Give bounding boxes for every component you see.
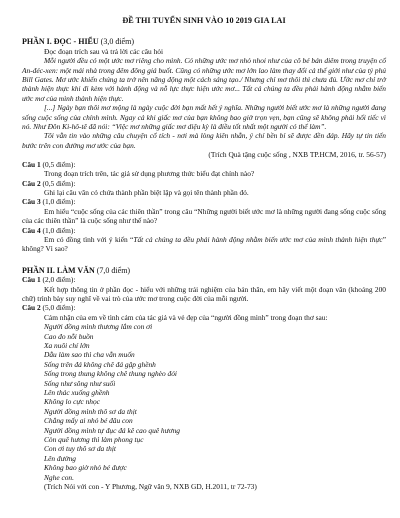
question-3-number: Câu 3 <box>22 197 41 207</box>
part2-heading <box>22 266 386 275</box>
question-1-number: Câu 1 <box>22 159 41 169</box>
question-4-number: Câu 4 <box>22 225 41 235</box>
question-1-label <box>22 160 386 169</box>
passage-paragraph-3: Tôi vẫn tin vào những câu chuyện cổ tích - nơi mà lòng kiên nhẫn, ý chí bền bỉ sẽ được đền đáp. Hãy tự tin tiến bước trên con đường mơ ước của bạn. <box>22 131 386 150</box>
question-2-points: (0,5 điểm): <box>42 178 76 188</box>
poem-line: Dẫu làm sao thì cha vẫn muốn <box>44 350 135 360</box>
poem-line: Không lo cực nhọc <box>44 397 100 407</box>
essay-question-1-points: (2,0 điểm): <box>42 275 76 285</box>
question-3-label <box>22 197 386 206</box>
question-1-points: (0,5 điểm): <box>42 159 76 169</box>
essay-question-2-points: (5,0 điểm): <box>42 303 76 313</box>
passage-paragraph-2: [...] Ngày bạn thôi mơ mộng là ngày cuộc đời bạn mất hết ý nghĩa. Những người biết ước mơ là những người đang sống cuộc sống của chính mình. Ngay cả khi giấc mơ của bạn không bao giờ trọn vẹn, bạn cũng sẽ không phải hối tiếc vì nó. Như Đôn Ki-hô-tê đã nói: “Việc mơ những giấc mơ diệu kỳ là điều tốt nhất một người có thể làm”. <box>22 103 386 132</box>
poem-line: Người đồng mình tự đục đá kê cao quê hương <box>44 425 180 435</box>
poem-line: Sống trên đá không chê đá gập ghềnh <box>44 359 156 369</box>
poem-line: Không bao giờ nhỏ bé được <box>44 463 127 473</box>
poem-line: Nghe con. <box>44 472 74 482</box>
question-4-points: (1,0 điểm): <box>42 225 76 235</box>
poem-line: Con ơi tuy thô sơ da thịt <box>44 444 116 454</box>
question-4-text-post: ” không? Vì sao? <box>22 234 386 254</box>
poem-excerpt <box>22 322 386 482</box>
essay-question-2-number: Câu 2 <box>22 303 41 313</box>
poem-line: Cao đo nỗi buồn <box>44 331 94 341</box>
part2-heading-text: PHẦN II. LÀM VĂN <box>22 265 95 275</box>
essay-question-1-number: Câu 1 <box>22 275 41 285</box>
poem-line: Còn quê hương thì làm phong tục <box>44 435 144 445</box>
question-2-text: Ghi lại câu văn có chứa thành phần biệt lập và gọi tên thành phần đó. <box>44 187 249 197</box>
question-4-quote: Tất cả chúng ta đều phải hành động nhằm biến ước mơ của mình thành hiện thực <box>133 234 383 244</box>
question-4-text <box>22 235 386 254</box>
question-4-text-pre: Em có đồng tình với ý kiến “ <box>44 234 134 244</box>
section-spacer <box>22 254 386 264</box>
poem-line: Xa nuôi chí lớn <box>44 341 90 350</box>
part1-heading <box>22 37 386 46</box>
part2-points: (7,0 điểm) <box>96 265 131 275</box>
essay-question-1-text: Kết hợp thông tin ở phần đọc - hiểu với những trải nghiệm của bản thân, em hãy viết một đoạn văn (khoảng 200 chữ) trình bày suy nghĩ về vai trò của ước mơ trong cuộc đời của mỗi người. <box>22 284 386 303</box>
essay-question-2-label <box>22 303 386 312</box>
poem-line: Sống trong thung không chê thung nghèo đói <box>44 369 177 379</box>
question-3-points: (1,0 điểm): <box>42 197 76 207</box>
poem-line: Người đồng mình thô sơ da thịt <box>44 406 137 416</box>
essay-question-2-text: Cảm nhận của em về tình cảm của tác giả và vẻ đẹp của “người đồng mình” trong đoạn thơ sau: <box>44 312 328 322</box>
part1-points: (3,0 điểm) <box>100 37 134 47</box>
poem-source: (Trích Nói với con - Y Phương, Ngữ văn 9, NXB GD, H.2011, tr 72-73) <box>44 482 257 492</box>
poem-line: Sống như sông như suối <box>44 378 116 388</box>
question-2-number: Câu 2 <box>22 178 41 188</box>
essay-question-1-label <box>22 275 386 284</box>
poem-line: Lên đường <box>44 453 76 463</box>
part1-heading-text: PHẦN I. ĐỌC - HIỂU <box>22 37 99 47</box>
passage-citation: (Trích Quà tặng cuộc sống , NXB TP.HCM, 2016, tr. 56-57) <box>208 150 386 160</box>
question-1-text: Trong đoạn trích trên, tác giả sử dụng phương thức biểu đạt chính nào? <box>44 169 255 179</box>
passage-paragraph-1: Mỗi người đều có một ước mơ riêng cho mình. Có những ước mơ nhỏ nhoi như của cô bé bán diêm trong truyện cổ An-đéc-xen: một mái nhà trong đêm đông giá buốt. Cũng có những ước mơ lớn lao làm thay đổi cả thế giới như của tỷ phú Bill Gates. Mơ ước khiến chúng ta trở nên năng động một cách sáng tạo./ Nhưng chỉ mơ thôi thì chưa đủ. Ước mơ chỉ trở thành hiện thực khi đi kèm với hành động và nỗ lực thực hiện ước mơ... Tất cả chúng ta đều phải hành động nhằm biến ước mơ của mình thành hiện thực. <box>22 56 386 103</box>
poem-line: Lên thác xuống ghềnh <box>44 388 110 398</box>
part1-instruction: Đọc đoạn trích sau và trả lời các câu hỏi <box>44 46 164 56</box>
exam-title: ĐỀ THI TUYỂN SINH VÀO 10 2019 GIA LAI <box>122 16 286 25</box>
question-4-label <box>22 226 386 235</box>
poem-line: Người đồng mình thương lắm con ơi <box>44 322 153 332</box>
question-3-text: Em hiểu “cuộc sống của các thiên thần” trong câu “Những người biết ước mơ là những người đang sống cuộc sống của các thiên thần” là cuộc sống như thế nào? <box>22 206 386 226</box>
poem-line: Chẳng mấy ai nhỏ bé đâu con <box>44 416 133 426</box>
question-2-label <box>22 179 386 188</box>
